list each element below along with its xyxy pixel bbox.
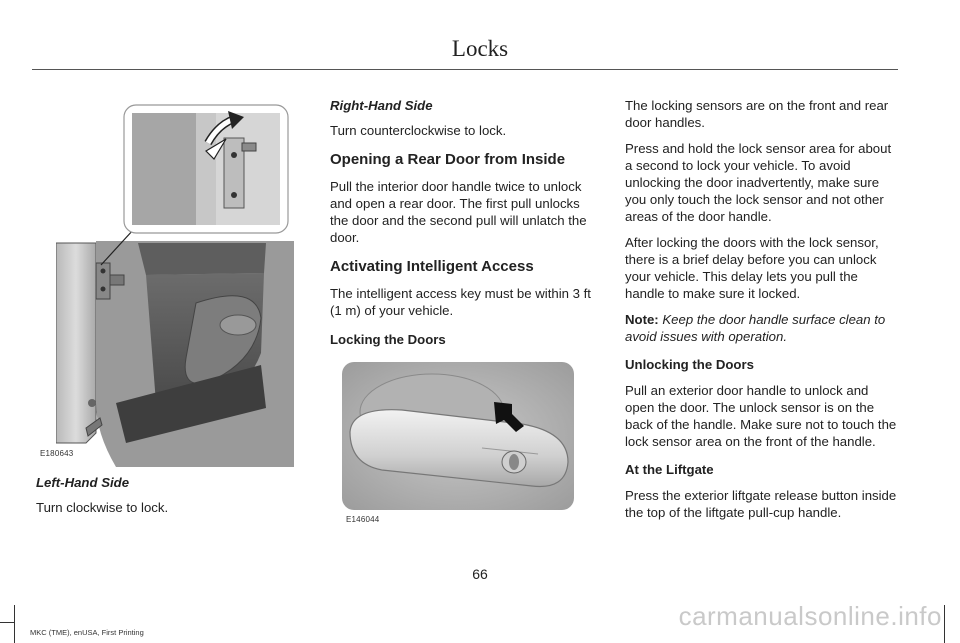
figure-id-left: E180643 bbox=[40, 449, 74, 458]
rear-door-heading: Opening a Rear Door from Inside bbox=[330, 151, 566, 168]
edition-label: MKC (TME), enUSA, First Printing bbox=[30, 628, 144, 637]
intelligent-access-text: The intelligent access key must be within 3 ft (1 m) of your vehicle. bbox=[330, 286, 591, 318]
page-number: 66 bbox=[472, 566, 488, 582]
header-divider bbox=[32, 69, 898, 70]
middle-column-text bbox=[330, 97, 600, 357]
watermark: carmanualsonline.info bbox=[678, 601, 942, 631]
left-column-text bbox=[36, 474, 292, 525]
crop-mark-left bbox=[14, 605, 15, 643]
intelligent-access-heading: Activating Intelligent Access bbox=[330, 258, 534, 275]
note-text: Keep the door handle surface clean to avoid issues with operation. bbox=[625, 312, 886, 344]
press-and-hold-text: Press and hold the lock sensor area for about a second to lock your vehicle. To avoid unlocking the door inadvertently, make sure you only touch the lock sensor and not other areas of the door handle. bbox=[625, 141, 892, 224]
figure-id-middle: E146044 bbox=[346, 515, 380, 524]
door-interior-drawing bbox=[56, 103, 294, 467]
page-title: Locks bbox=[451, 36, 509, 61]
note bbox=[625, 311, 900, 345]
rear-door-text: Pull the interior door handle twice to unlock and open a rear door. The first pull unlocks the door and the second pull will unlatch the door. bbox=[330, 179, 587, 245]
note-label: Note: bbox=[625, 312, 659, 327]
crop-mark-right bbox=[944, 605, 945, 643]
left-hand-side-text: Turn clockwise to lock. bbox=[36, 500, 169, 515]
unlocking-doors-text: Pull an exterior door handle to unlock and open the door. The unlock sensor is on the back of the handle. Make sure not to touch the lock sensor area on the front of the handle. bbox=[625, 383, 897, 449]
door-handle-drawing bbox=[342, 362, 574, 510]
crop-mark-left-horizontal bbox=[0, 622, 14, 623]
right-hand-side-text: Turn counterclockwise to lock. bbox=[330, 123, 507, 138]
unlocking-doors-subhead: Unlocking the Doors bbox=[625, 357, 754, 372]
locking-sensors-text: The locking sensors are on the front and rear door handles. bbox=[625, 98, 889, 130]
door-handle-illustration bbox=[342, 362, 574, 510]
right-hand-side-subhead: Right-Hand Side bbox=[330, 98, 433, 113]
liftgate-text: Press the exterior liftgate release button inside the top of the liftgate pull-cup handle. bbox=[625, 488, 897, 520]
right-column-text bbox=[625, 97, 900, 530]
locking-doors-subhead: Locking the Doors bbox=[330, 332, 446, 347]
lock-delay-text: After locking the doors with the lock sensor, there is a brief delay before you can unlock your vehicle. This delay lets you pull the handle to make sure it locked. bbox=[625, 235, 879, 301]
door-lock-illustration-left bbox=[56, 103, 294, 467]
left-hand-side-subhead: Left-Hand Side bbox=[36, 475, 130, 490]
liftgate-subhead: At the Liftgate bbox=[625, 462, 714, 477]
